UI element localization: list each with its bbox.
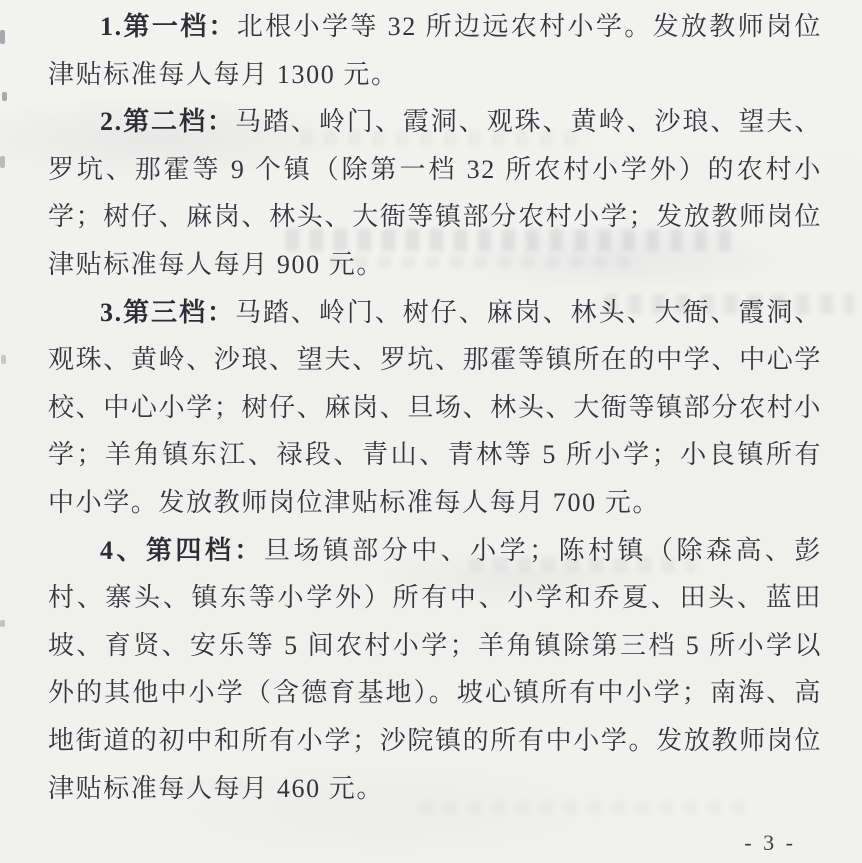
scan-speck bbox=[0, 30, 5, 44]
scan-speck bbox=[1, 355, 6, 364]
tier-3-text: 马踏、岭门、树仔、麻岗、林头、大衙、霞洞、观珠、黄岭、沙琅、望夫、罗坑、那霍等镇所在的中学、中心学校、中心小学；树仔、麻岗、旦场、林头、大衙等镇部分农村小学；羊角镇东江、禄段、青山、青林等 5 所小学；小良镇所有中小学。发放教师岗位津贴标准每人每月 700 元。 bbox=[48, 297, 822, 517]
tier-4-label: 4、第四档： bbox=[100, 535, 264, 565]
paragraph-tier-3 bbox=[48, 289, 822, 527]
paragraph-tier-4 bbox=[48, 527, 822, 813]
tier-1-text: 北根小学等 32 所边远农村小学。发放教师岗位津贴标准每人每月 1300 元。 bbox=[48, 12, 822, 89]
paragraph-tier-2 bbox=[48, 98, 822, 288]
tier-2-label: 2.第二档： bbox=[100, 107, 235, 137]
scan-speck bbox=[0, 620, 5, 627]
paragraph-tier-1 bbox=[48, 3, 822, 98]
page-number: - 3 - bbox=[744, 830, 796, 855]
scan-speck bbox=[2, 92, 7, 101]
tier-4-text: 旦场镇部分中、小学；陈村镇（除森高、彭村、寨头、镇东等小学外）所有中、小学和乔夏、田头、蓝田坡、育贤、安乐等 5 间农村小学；羊角镇除第三档 5 所小学以外的其他中小学（含德育基地）。坡心镇所有中小学；南海、高地街道的初中和所有小学；沙院镇的所有中小学。发放教师岗位津贴标准每人每月 460 元。 bbox=[48, 535, 822, 803]
tier-2-text: 马踏、岭门、霞洞、观珠、黄岭、沙琅、望夫、罗坑、那霍等 9 个镇（除第一档 32 所农村小学外）的农村小学；树仔、麻岗、林头、大衙等镇部分农村小学；发放教师岗位津贴标准每人每月 900 元。 bbox=[48, 107, 822, 279]
tier-1-label: 1.第一档： bbox=[100, 12, 237, 41]
scan-speck bbox=[0, 156, 5, 168]
document-body bbox=[48, 3, 822, 812]
tier-3-label: 3.第三档： bbox=[100, 297, 235, 327]
